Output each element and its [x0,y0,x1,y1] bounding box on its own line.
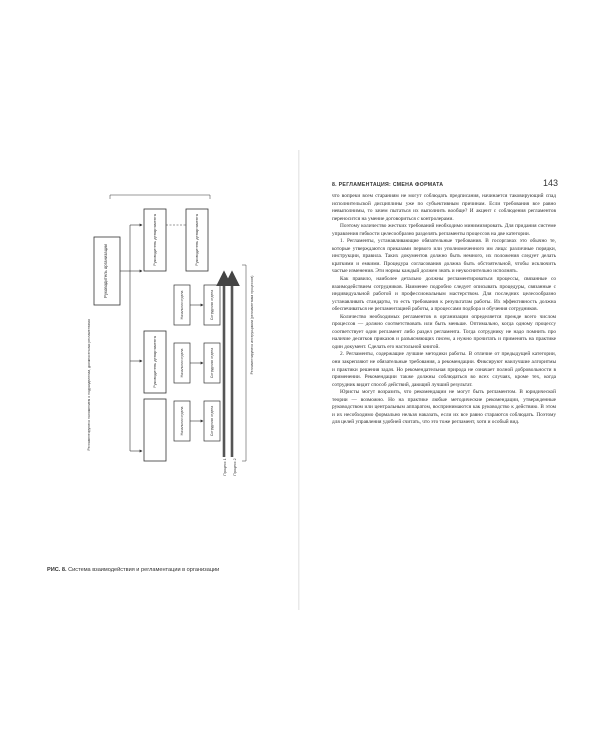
box-dept-head-2 [186,209,208,271]
box-dept-head-1 [144,209,166,271]
annotation-left: Регламентируются положением о подразделении, должностными регламентами [87,319,91,451]
figure-caption-text: Система взаимодействия и регламентации в организации [66,567,220,573]
running-head: 8. РЕГЛАМЕНТАЦИЯ: СМЕНА ФОРМАТА [332,182,444,188]
box-unit-head-2 [174,343,190,383]
figure-caption-label: РИС. 8. [47,567,67,573]
box-employees-3 [204,401,220,441]
process-label-1: Процесс 1 [223,458,227,476]
box-dept-head-3 [144,331,166,393]
paragraph: 1. Регламенты, устанавливающие обязательные требования. В госорганах это обычно те, которые утверждаются приказами первого или уполномоченного им лица: различные порядки, инструкции, правила. Таких документов должно быть немного, их положения следует делать краткими и емкими. Процедура согласования должна быть обстоятельной, чтобы исключить частые изменения. Эти нормы каждый должен знать и неукоснительно исполнять. [332,238,556,275]
org-diagram [50,165,300,476]
box-employees-1-label: Сотрудники отдела [210,289,214,321]
box-dept-head-2-label: Руководитель департамента [194,214,199,266]
box-unit-head-3-label: Начальник отдела [180,406,184,436]
box-org-head [94,237,120,305]
box-employees-1 [204,285,220,325]
paragraph: Как правило, наиболее детально должны регламентироваться процессы, связанные со взаимодействием сотрудников. Наименее подробно следует описывать процедуры, связанные с индивидуальной работой и профессиональным мастерством. Для последних целесообразно устанавливать стандарты, то есть требования к результатам работы. Их эффективность должна обеспечиваться не регламентацией работы, а процессами подбора и обучения сотрудников. [332,276,556,313]
paragraph: Юристы могут возразить, что рекомендации не могут быть регламентом. В юридической теории — возможно. Но на практике любые методические рекомендации, утвержденные руководством или центральным аппаратом, воспринимаются как руководство к действию. В этом и их несобходимо формально нельзя наказать, если их все равно стараются соблюдать. Поэтому для целей управления удобней считать, что это тоже регламент, хотя и особый вид. [332,389,556,426]
body-text [332,193,556,427]
left-page [40,145,300,615]
paragraph: Количество необходимых регламентов в организации определяется прежде всего числом процессов — должно соответствовать или быть меньше. Оптимально, когда одному процессу соответствует один регламент либо раздел регламента. Тогда сотруднику не надо помнить про наличие десятков приказов и разъясняющих писем, а нужно прочитать и применять на практике один документ. Сделать его настольной книгой. [332,313,556,350]
process-arrows [224,273,232,457]
box-dept-head-1-label: Руководитель департамента [152,214,157,266]
box-unit-head-2-label: Начальник отдела [180,348,184,378]
box-org-head-label: Руководитель организации [103,244,108,298]
box-unit-head-1-label: Начальник отдела [180,290,184,320]
box-employees-3-label: Сотрудники отдела [210,405,214,437]
box-employees-2-label: Сотрудники отдела [210,347,214,379]
paragraph: Поэтому количество жестких требований необходимо минимизировать. Для придания системе управления гибкости целесообразно разделять регламенты процессов на две категории. [332,223,556,237]
connectors [120,225,142,451]
unit-links [190,305,203,421]
box-dept-head-4 [144,399,166,461]
paragraph: 2. Регламенты, содержащие лучшие методики работы. В отличие от предыдущей категории, они закрепляют не обязательные требования, а рекомендации. Фиксируют наилучшие алгоритмы и практики решения задач. Но рекомендательная природа не означает полной добровольности в применении. Рекомендации также должны соблюдаться во всех случаях, кроме тех, когда сотрудник видит способ действий, дающий лучший результат. [332,351,556,388]
page-number: 143 [543,178,559,188]
annotation-right: Регламентируются инструкциями (регламентами процессов) [250,275,254,375]
org-diagram-svg [50,165,300,476]
figure-caption [47,567,219,573]
paragraph: что вопреки всем стараниям не могут соблюдать предписания, начинается таковирующий спад исполнительской дисциплины уже по субъективным причинам. Если требования все равно невыполнимы, то зачем пытаться их выполнить вообще? И акцент с соблюдения регламентов переносится на умение договориться с контролерами. [332,193,556,222]
process-label-2: Процесс 2 [233,458,237,476]
right-page [300,145,560,615]
box-unit-head-3 [174,401,190,441]
box-employees-2 [204,343,220,383]
box-unit-head-1 [174,285,190,325]
box-dept-head-3-label: Руководитель департамента [152,336,157,388]
